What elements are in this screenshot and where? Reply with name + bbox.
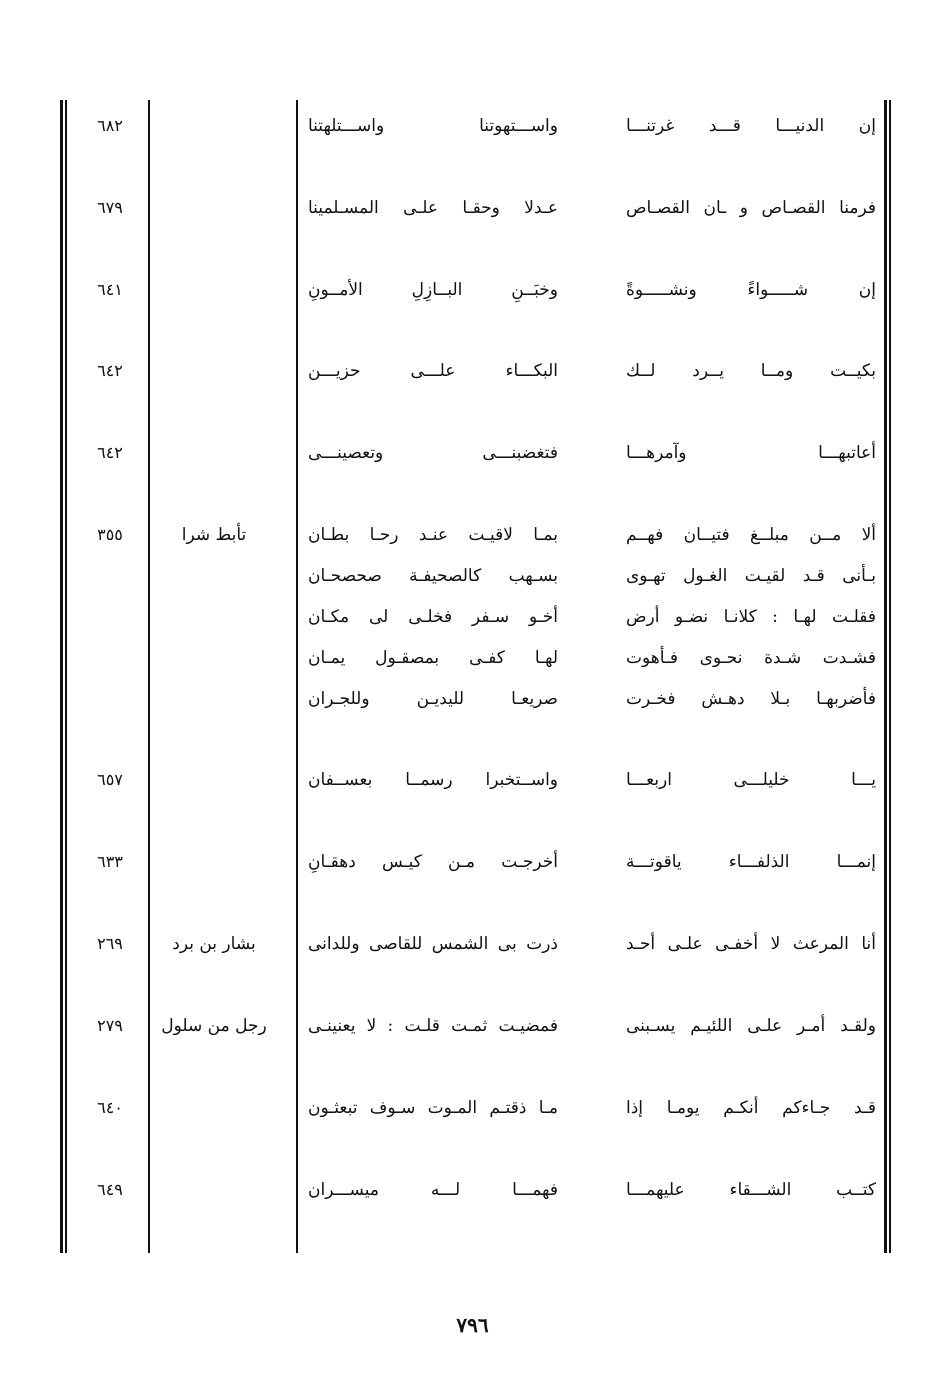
verse-entry [70,848,882,889]
page-reference: ٦٤١ [97,280,123,299]
verse-entry [70,194,882,235]
verse-entry [70,112,882,153]
first-hemistich: بكيــت ومــا يــرد لــك [626,361,876,381]
poet-name: بشار بن برد [172,934,256,954]
second-hemistich: وخبَــنِ البــازِلِ الأمــونِ [308,280,558,300]
second-hemistich: فمضيـت ثمـت قلـت : لا يعنينـى [308,1016,558,1036]
first-hemistich: فقلـت لهـا : كلانـا نضـو أرض [626,607,876,627]
first-hemistich: فأضربهـا بـلا دهـش فخـرت [626,689,876,709]
verse-line [70,194,882,235]
left-border-line [65,100,67,1253]
first-hemistich: فرمنا القصـاص و ـان القصـاص [626,198,876,218]
verse-line [70,521,882,562]
page-reference: ٦٤٢ [97,443,123,462]
second-hemistich: مـا ذقتـم المـوت سـوف تبعثـون [308,1098,558,1118]
first-hemistich: فشـدت شـدة نحـوى فـأهوت [626,648,876,668]
first-hemistich: كتــب الشـــقاء عليهمـــا [626,1180,876,1200]
poet-name: تأبط شرا [181,525,247,545]
verse-line [70,276,882,317]
first-hemistich: إنمـــا الذلفـــاء ياقوتـــة [626,852,876,872]
verse-line [70,685,882,726]
verse-entry [70,930,882,971]
first-hemistich: بـأنى قـد لقيـت الغـول تهـوى [626,566,876,586]
first-hemistich: يـــا خليلـــى اربعـــا [626,770,876,790]
verse-line [70,848,882,889]
first-hemistich: أنا المرعث لا أخفـى علـى أحـد [626,934,876,954]
verse-line [70,112,882,153]
second-hemistich: واســتخبرا رسمــا بعســفان [308,770,558,790]
page-reference: ٣٥٥ [97,525,123,544]
right-border-line [889,100,891,1253]
second-hemistich: أخـو سـفر فخلـى لى مكـان [308,607,558,627]
poet-name: رجل من سلول [161,1016,267,1036]
second-hemistich: فهمـــا لـــه ميســـران [308,1180,558,1200]
verse-entry [70,1176,882,1217]
verse-line [70,562,882,603]
page-reference: ٦٨٢ [97,116,123,135]
second-hemistich: بسـهب كالصحيفـة صحصحـان [308,566,558,586]
second-hemistich: فتغضبنـــى وتعصينـــى [308,443,558,463]
verse-entry [70,439,882,480]
verse-line [70,644,882,685]
verse-entry [70,1094,882,1135]
first-hemistich: ألا مــن مبلــغ فتيــان فهــم [626,525,876,545]
verse-line [70,766,882,807]
page-reference: ٦٤٠ [97,1098,123,1117]
left-border-line [60,100,63,1253]
verse-line [70,603,882,644]
verse-entry [70,1012,882,1053]
first-hemistich: أعاتبهـــا وآمرهـــا [626,443,876,463]
verse-entry [70,276,882,317]
page-reference: ٦٧٩ [97,198,123,217]
verse-entry [70,766,882,807]
second-hemistich: عـدلا وحقـا علـى المسـلمينا [308,198,558,218]
second-hemistich: صريعـا لليديـن وللجـران [308,689,558,709]
first-hemistich: قـد جـاءكم أنكـم يومـا إذا [626,1098,876,1118]
second-hemistich: واســـتهوتنا واســـتلهتنا [308,116,558,136]
page-number: ٧٩٦ [456,1313,489,1337]
page-reference: ٢٦٩ [97,934,123,953]
verse-line [70,1012,882,1053]
page-reference: ٢٧٩ [97,1016,123,1035]
page-reference: ٦٤٩ [97,1180,123,1199]
page-reference: ٦٤٢ [97,361,123,380]
first-hemistich: ولقـد أمـر علـى اللئيـم يسـبنى [626,1016,876,1036]
verse-line [70,1176,882,1217]
verse-line [70,439,882,480]
second-hemistich: لهـا كفـى بمصقـول يمـان [308,648,558,668]
verse-line [70,930,882,971]
second-hemistich: البكـــاء علـــى حزيـــن [308,361,558,381]
right-border-line [884,100,887,1253]
verse-entry [70,521,882,726]
page-reference: ٦٣٣ [97,852,123,871]
verse-line [70,357,882,398]
verse-line [70,1094,882,1135]
second-hemistich: ذرت بى الشمس للقاصى وللدانى [308,934,558,954]
verse-entry [70,357,882,398]
second-hemistich: بمـا لاقيـت عنـد رحـا بطـان [308,525,558,545]
first-hemistich: إن شـــــواءً ونشـــــوةً [626,280,876,300]
page-reference: ٦٥٧ [97,770,123,789]
second-hemistich: أخرجـت مـن كيـس دهقـانِ [308,852,558,872]
first-hemistich: إن الدنيـــا قـــد غرتنـــا [626,116,876,136]
